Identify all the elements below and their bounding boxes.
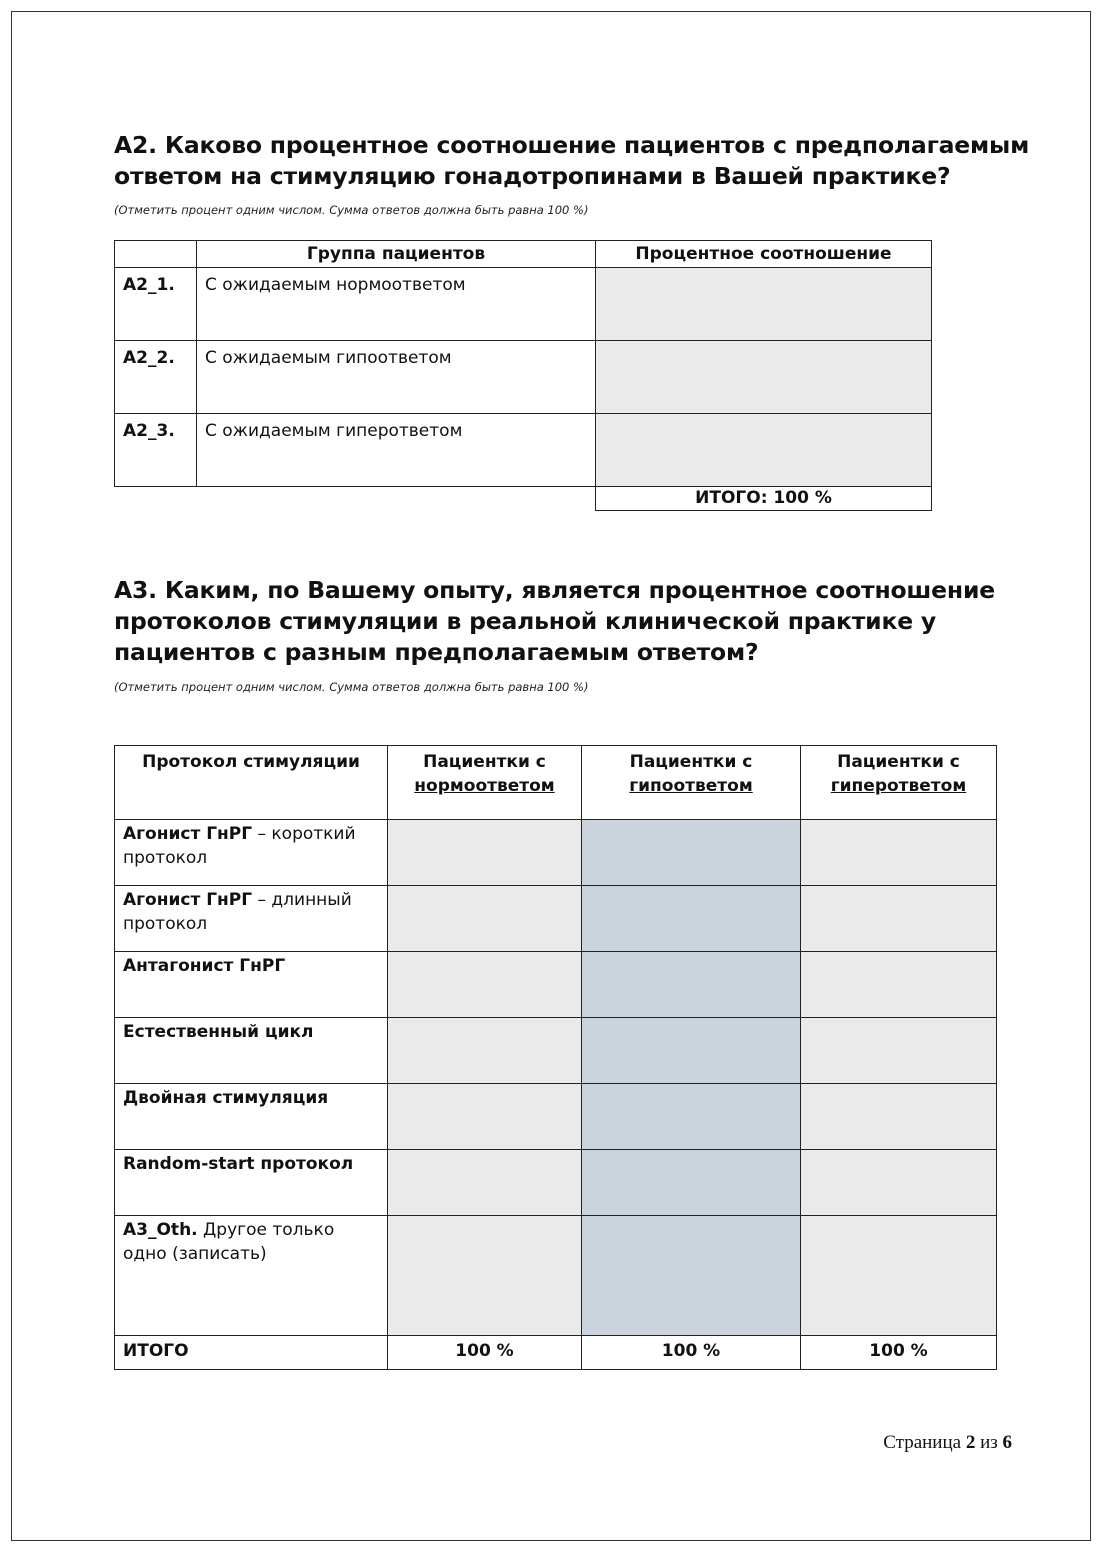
a3-total-norm: 100 % bbox=[388, 1336, 582, 1370]
a3-row-label bbox=[115, 1216, 388, 1336]
a3-row-label-bold: Агонист ГнРГ bbox=[123, 890, 253, 910]
a2-row-code: А2_2. bbox=[115, 341, 197, 414]
a3-input-hypo[interactable] bbox=[582, 1018, 801, 1084]
a3-row-label bbox=[115, 1018, 388, 1084]
a3-input-hypo[interactable] bbox=[582, 886, 801, 952]
a3-input-hypo[interactable] bbox=[582, 820, 801, 886]
a3-row-label-rest: – короткий протокол bbox=[123, 824, 356, 868]
a3-row-label-bold: Двойная стимуляция bbox=[123, 1088, 329, 1108]
table-row bbox=[115, 341, 932, 414]
a2-total-spacer bbox=[115, 487, 596, 511]
a3-header-hypo bbox=[582, 746, 801, 820]
a2-question-title bbox=[114, 130, 1029, 192]
a2-percent-input-norm[interactable] bbox=[596, 268, 932, 341]
a2-row-code: А2_3. bbox=[115, 414, 197, 487]
a2-table bbox=[114, 240, 932, 511]
a3-header-hyper-label: гиперответом bbox=[830, 776, 967, 796]
a2-row-label: С ожидаемым нормоответом bbox=[197, 268, 596, 341]
a2-total-row bbox=[115, 487, 932, 511]
a3-input-hypo[interactable] bbox=[582, 1084, 801, 1150]
a2-percent-input-hyper[interactable] bbox=[596, 414, 932, 487]
a3-row-label-rest: Другое только одно (записать) bbox=[123, 1220, 335, 1264]
a3-row-label-bold: Агонист ГнРГ bbox=[123, 824, 253, 844]
a3-header-norm-label: нормоответом bbox=[414, 776, 555, 796]
a3-question-title bbox=[114, 575, 995, 668]
a2-header-row bbox=[115, 241, 932, 268]
a3-input-norm[interactable] bbox=[388, 1018, 582, 1084]
page-number-middle: из bbox=[975, 1432, 1003, 1453]
a3-row-label bbox=[115, 1084, 388, 1150]
a3-title-line1: А3. Каким, по Вашему опыту, является процентное соотношение bbox=[114, 576, 995, 604]
a3-header-hyper-prefix: Пациентки с bbox=[837, 752, 960, 772]
table-row bbox=[115, 1150, 997, 1216]
a3-input-hyper[interactable] bbox=[801, 886, 997, 952]
a3-row-label-bold: Random-start протокол bbox=[123, 1154, 354, 1174]
a3-input-hyper[interactable] bbox=[801, 1084, 997, 1150]
a3-input-norm[interactable] bbox=[388, 952, 582, 1018]
a3-title-line3: пациентов с разным предполагаемым ответом? bbox=[114, 638, 759, 666]
a3-row-label bbox=[115, 820, 388, 886]
table-row bbox=[115, 268, 932, 341]
a3-input-norm[interactable] bbox=[388, 886, 582, 952]
a3-header-row bbox=[115, 746, 997, 820]
a3-input-hyper[interactable] bbox=[801, 1150, 997, 1216]
a3-row-label-bold: Антагонист ГнРГ bbox=[123, 956, 286, 976]
a2-header-percent: Процентное соотношение bbox=[596, 241, 932, 268]
page-number-current: 2 bbox=[965, 1432, 976, 1453]
a3-input-norm[interactable] bbox=[388, 1150, 582, 1216]
a2-row-label: С ожидаемым гиперответом bbox=[197, 414, 596, 487]
table-row bbox=[115, 886, 997, 952]
table-row bbox=[115, 952, 997, 1018]
a3-header-hypo-prefix: Пациентки с bbox=[629, 752, 753, 772]
a2-header-code bbox=[115, 241, 197, 268]
a3-total-label: ИТОГО bbox=[115, 1336, 388, 1370]
a3-header-norm-prefix: Пациентки с bbox=[423, 752, 546, 772]
a3-input-norm[interactable] bbox=[388, 1084, 582, 1150]
a3-input-norm[interactable] bbox=[388, 1216, 582, 1336]
a2-percent-input-hypo[interactable] bbox=[596, 341, 932, 414]
a3-input-hypo[interactable] bbox=[582, 1150, 801, 1216]
a3-title-line2: протоколов стимуляции в реальной клинической практике у bbox=[114, 607, 937, 635]
a3-input-hypo[interactable] bbox=[582, 952, 801, 1018]
a2-row-code: А2_1. bbox=[115, 268, 197, 341]
a3-row-label-bold: Естественный цикл bbox=[123, 1022, 314, 1042]
a3-total-hyper: 100 % bbox=[801, 1336, 997, 1370]
a2-total: ИТОГО: 100 % bbox=[596, 487, 932, 511]
a3-row-label bbox=[115, 952, 388, 1018]
a3-header-hypo-label: гипоответом bbox=[629, 776, 753, 796]
a3-row-label bbox=[115, 1150, 388, 1216]
a3-input-hyper[interactable] bbox=[801, 820, 997, 886]
a3-input-hypo[interactable] bbox=[582, 1216, 801, 1336]
a3-input-norm[interactable] bbox=[388, 820, 582, 886]
a2-row-label: С ожидаемым гипоответом bbox=[197, 341, 596, 414]
page-number bbox=[883, 1432, 1012, 1454]
a2-instruction-note: (Отметить процент одним числом. Сумма ответов должна быть равна 100 %) bbox=[114, 203, 589, 217]
table-row bbox=[115, 1216, 997, 1336]
a2-title-line2: ответом на стимуляцию гонадотропинами в Вашей практике? bbox=[114, 162, 951, 190]
a3-row-label-rest: – длинный протокол bbox=[123, 890, 352, 934]
a3-header-hyper bbox=[801, 746, 997, 820]
table-row bbox=[115, 1084, 997, 1150]
table-row bbox=[115, 414, 932, 487]
a3-row-label-bold: А3_Oth. bbox=[123, 1220, 198, 1240]
page-number-prefix: Страница bbox=[883, 1432, 966, 1453]
a3-input-hyper[interactable] bbox=[801, 1216, 997, 1336]
table-row bbox=[115, 1018, 997, 1084]
a3-row-label bbox=[115, 886, 388, 952]
a3-table bbox=[114, 745, 997, 1370]
table-row bbox=[115, 820, 997, 886]
a3-header-protocol: Протокол стимуляции bbox=[115, 746, 388, 820]
a3-input-hyper[interactable] bbox=[801, 1018, 997, 1084]
a2-header-group: Группа пациентов bbox=[197, 241, 596, 268]
a3-header-norm bbox=[388, 746, 582, 820]
page-number-total: 6 bbox=[1002, 1432, 1012, 1453]
a3-total-hypo: 100 % bbox=[582, 1336, 801, 1370]
a3-total-row bbox=[115, 1336, 997, 1370]
a3-instruction-note: (Отметить процент одним числом. Сумма ответов должна быть равна 100 %) bbox=[114, 680, 589, 694]
a3-input-hyper[interactable] bbox=[801, 952, 997, 1018]
a2-title-line1: А2. Каково процентное соотношение пациентов с предполагаемым bbox=[114, 131, 1030, 159]
